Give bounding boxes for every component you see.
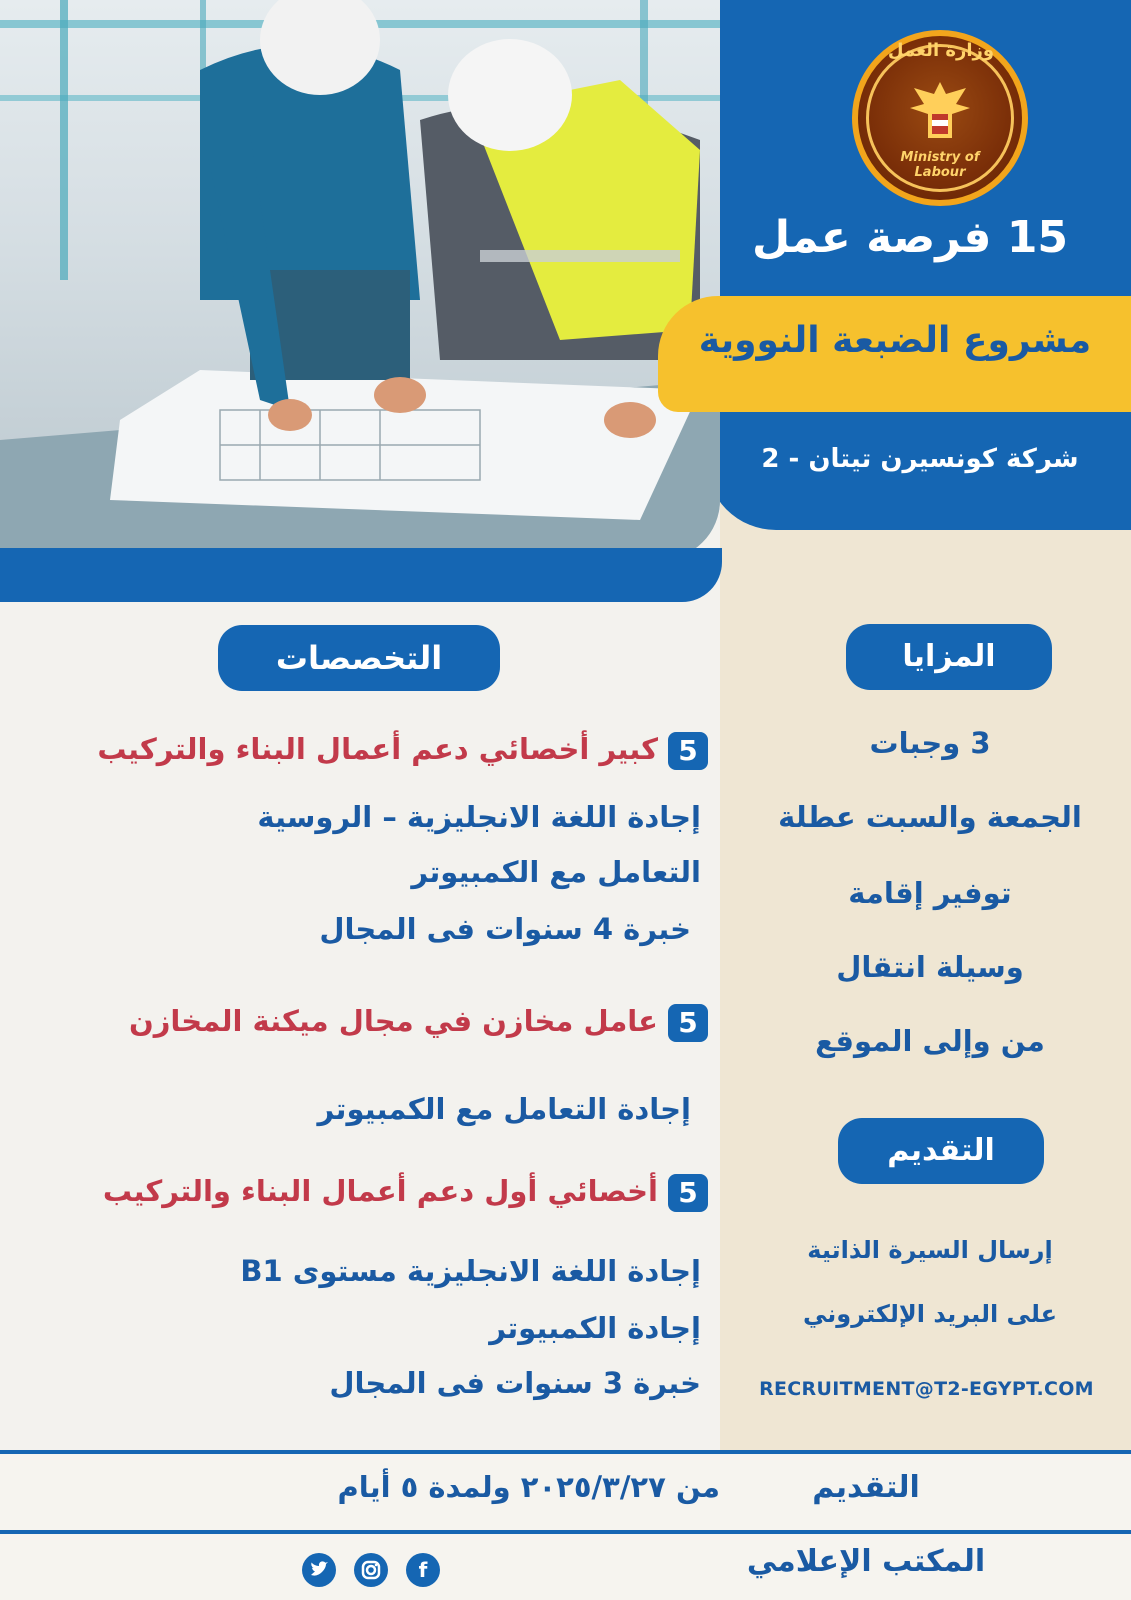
recruitment-email-link[interactable]: RECRUITMENT@T2-EGYPT.COM [759, 1378, 1094, 1400]
job-title-1 [18, 732, 708, 770]
footer-apply-label: التقديم [812, 1470, 920, 1505]
project-name: مشروع الضبعة النووية [698, 320, 1092, 361]
job-3-requirement: إجادة الكمبيوتر [489, 1311, 701, 1345]
job-2-requirement: إجادة التعامل مع الكمبيوتر [317, 1092, 691, 1126]
benefit-item: وسيلة انتقال [836, 950, 1024, 984]
header-photo [0, 0, 720, 560]
twitter-icon[interactable] [302, 1553, 336, 1587]
footer-divider-top [0, 1450, 1131, 1454]
benefit-item: الجمعة والسبت عطلة [778, 800, 1082, 834]
apply-instruction: إرسال السيرة الذاتية [807, 1236, 1053, 1264]
engineers-photo-illustration [0, 0, 720, 560]
job-1-requirement: خبرة 4 سنوات فى المجال [319, 912, 691, 946]
logo-text-arabic: وزارة العمل [887, 40, 995, 61]
job-title-text: عامل مخازن في مجال ميكنة المخازن [128, 1004, 658, 1038]
benefit-item: 3 وجبات [869, 726, 991, 760]
photo-bottom-band [0, 548, 722, 602]
apply-instruction: على البريد الإلكتروني [802, 1300, 1058, 1328]
benefits-heading: المزايا [846, 624, 1052, 690]
benefit-item: من وإلى الموقع [815, 1024, 1045, 1058]
specializations-heading: التخصصات [218, 625, 500, 691]
company-name: شركة كونسيرن تيتان - 2 [761, 444, 1079, 474]
job-1-requirement: التعامل مع الكمبيوتر [411, 855, 701, 889]
footer-office-label: المكتب الإعلامي [746, 1544, 986, 1579]
job-title-text: كبير أخصائي دعم أعمال البناء والتركيب [97, 732, 658, 766]
job-1-requirement: إجادة اللغة الانجليزية – الروسية [257, 800, 701, 834]
job-3-requirement: إجادة اللغة الانجليزية مستوى B1 [240, 1254, 701, 1288]
job-title-2 [18, 1004, 708, 1042]
footer-divider-middle [0, 1530, 1131, 1534]
job-count-badge: 5 [668, 1004, 708, 1042]
footer-apply-period: من ٢٠٢٥/٣/٢٧ ولمدة ٥ أيام [337, 1470, 720, 1504]
logo-text-english: Ministry of Labour [900, 150, 980, 180]
benefit-item: توفير إقامة [848, 876, 1012, 910]
job-count-badge: 5 [668, 1174, 708, 1212]
job-title-text: أخصائي أول دعم أعمال البناء والتركيب [102, 1174, 658, 1208]
job-3-requirement: خبرة 3 سنوات فى المجال [329, 1366, 701, 1400]
instagram-icon[interactable] [354, 1553, 388, 1587]
job-count-badge: 5 [668, 732, 708, 770]
facebook-icon[interactable]: f [406, 1553, 440, 1587]
page-title: 15 فرصة عمل [751, 212, 1069, 263]
eagle-emblem-icon [906, 78, 974, 150]
apply-heading: التقديم [838, 1118, 1044, 1184]
job-title-3 [18, 1174, 708, 1212]
